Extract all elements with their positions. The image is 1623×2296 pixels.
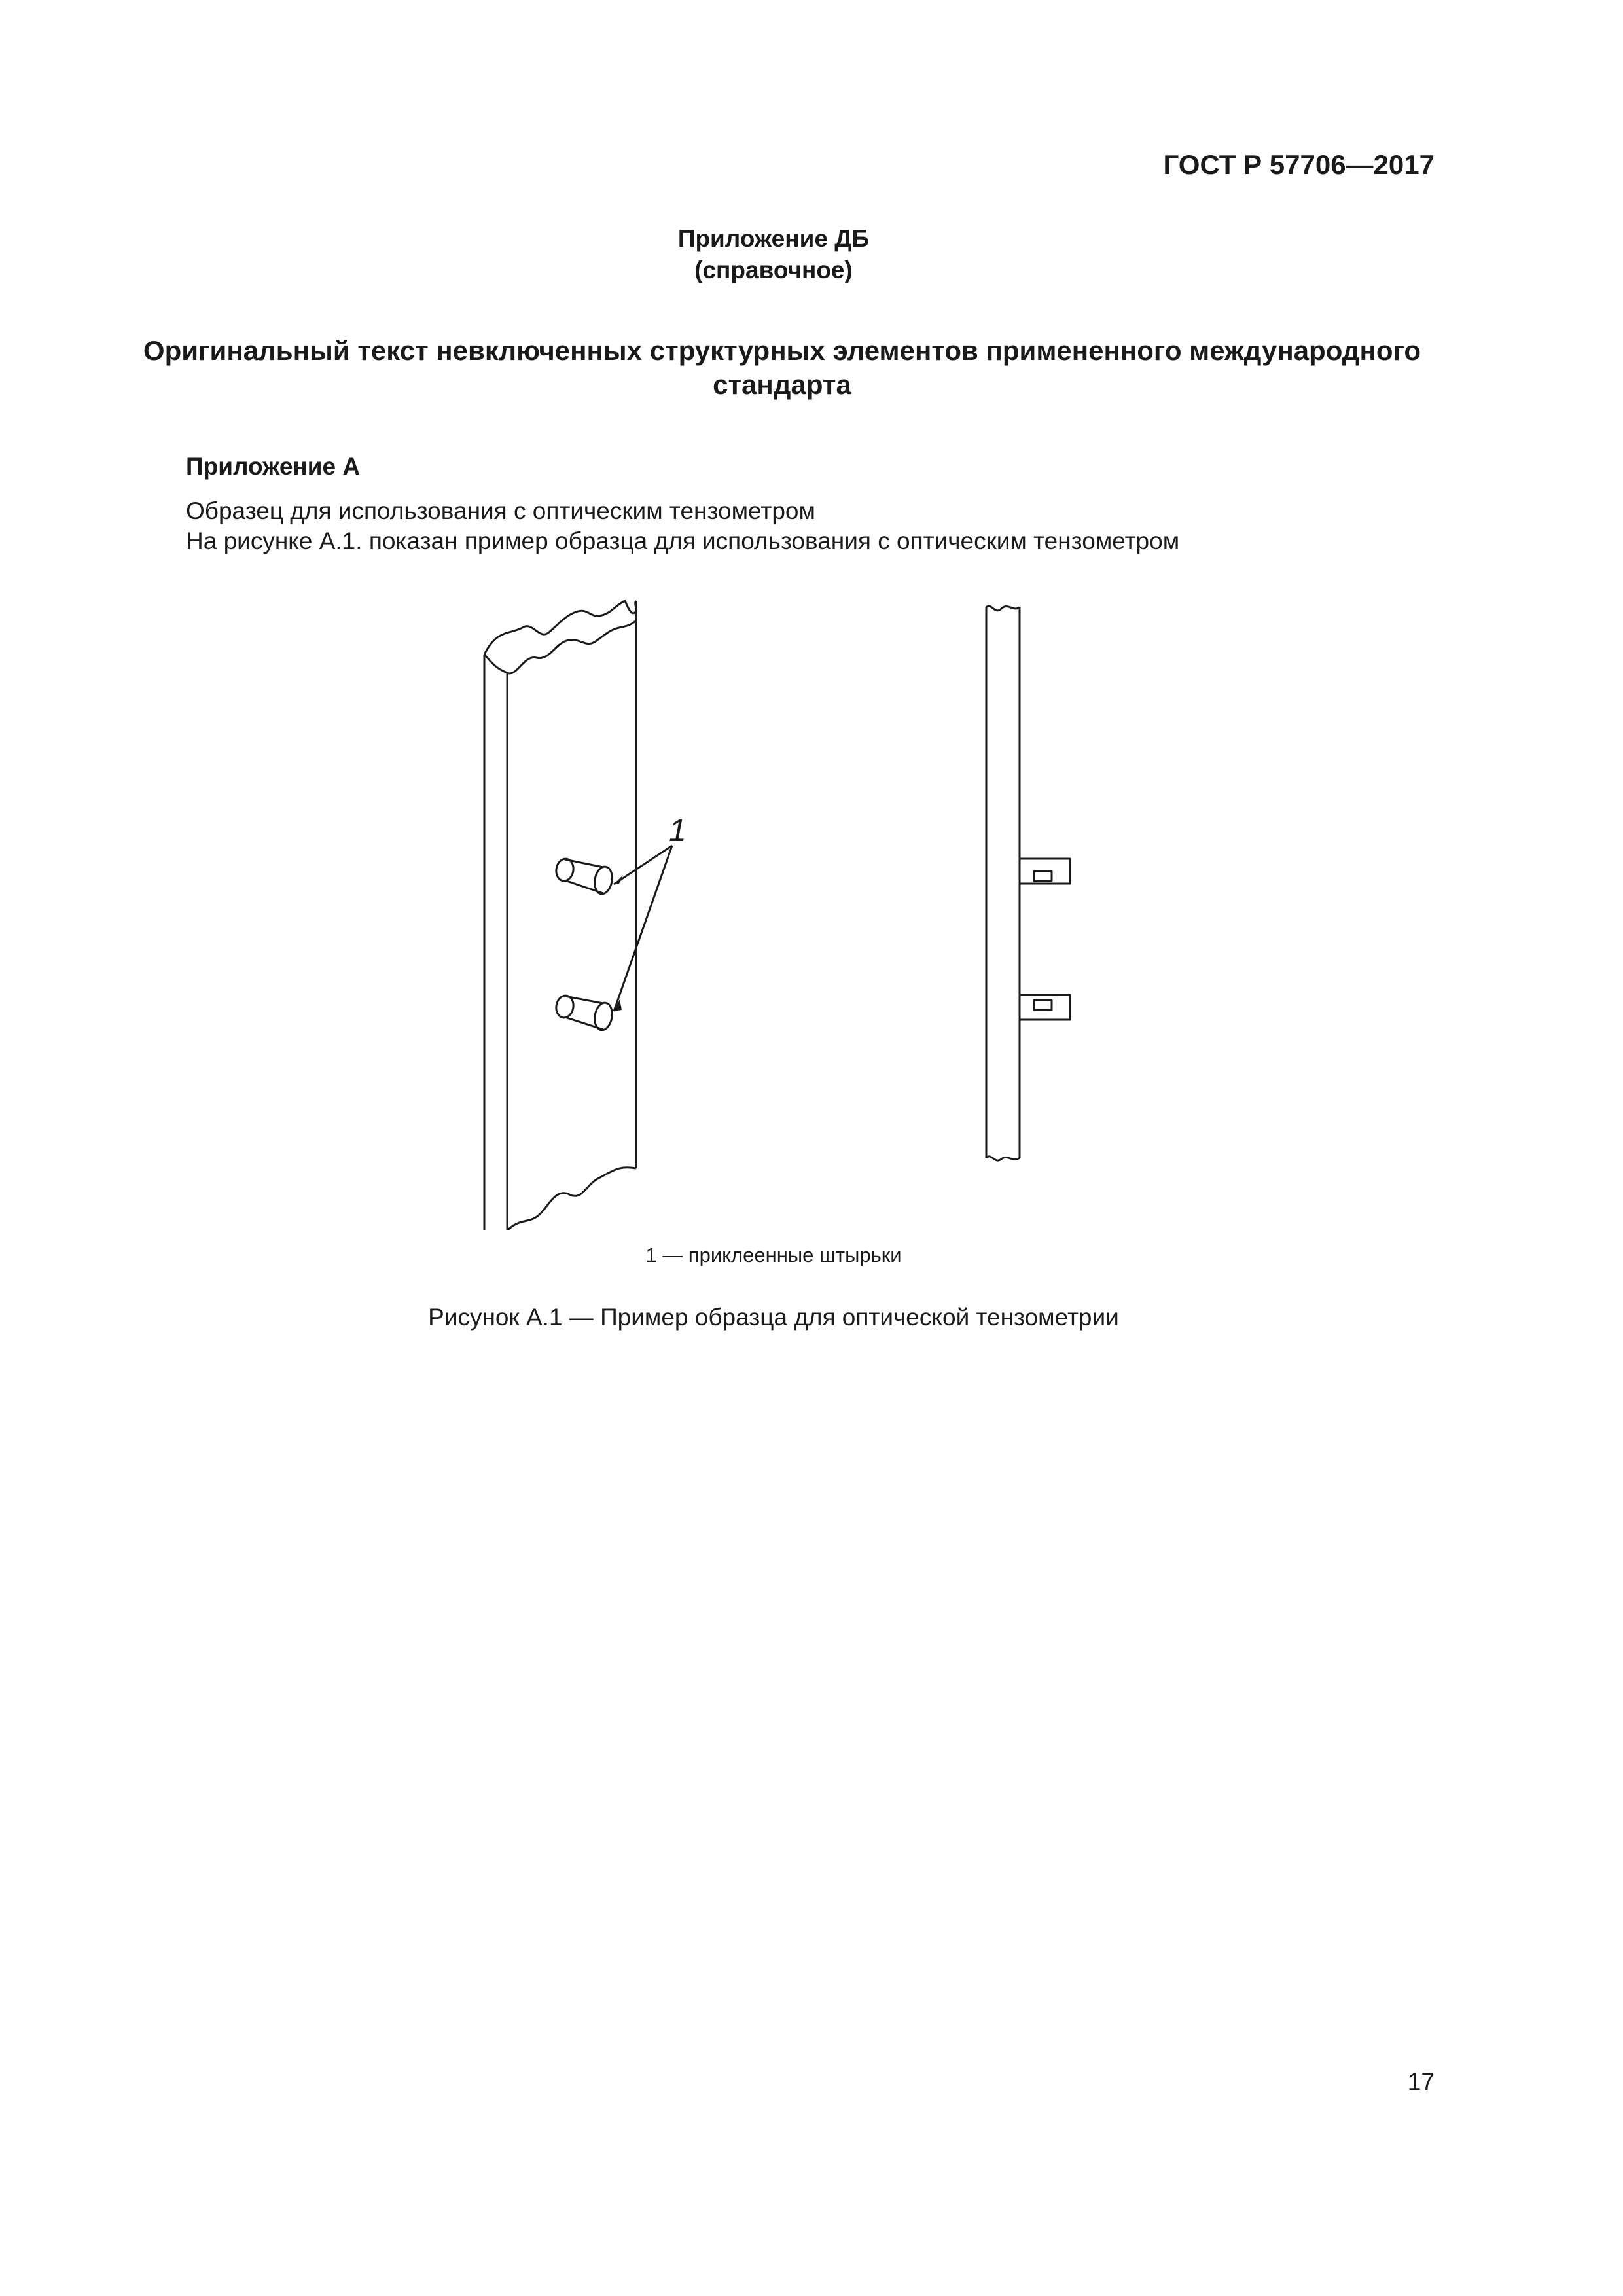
figure-legend: 1 — приклеенные штырьки [645, 1244, 902, 1266]
section-heading: Оригинальный текст невключенных структурных элементов примененного международного стандарта [143, 335, 1421, 400]
specimen-3d-view [484, 601, 672, 1230]
pin-side-upper [1020, 859, 1070, 884]
leader-line [614, 846, 672, 884]
specimen-figure [458, 576, 1086, 1230]
specimen-side-view [986, 606, 1070, 1160]
page-number: 17 [1407, 2068, 1435, 2095]
appendix-type: (справочное) [694, 257, 853, 283]
figure-caption: Рисунок А.1 — Пример образца для оптической тензометрии [428, 1304, 1119, 1331]
paragraph: На рисунке А.1. показан пример образца для использования с оптическим тензометром [186, 528, 1180, 554]
document-code: ГОСТ Р 57706—2017 [1163, 149, 1435, 180]
annex-label: Приложение А [186, 453, 361, 480]
pin-side-lower [1020, 995, 1070, 1020]
callout-number: 1 [669, 814, 687, 848]
paragraph: Образец для использования с оптическим тензометром [186, 497, 815, 524]
appendix-title: Приложение ДБ [677, 225, 870, 252]
pin-upper [554, 857, 614, 895]
leader-line [614, 846, 672, 1011]
pin-lower [554, 994, 614, 1031]
